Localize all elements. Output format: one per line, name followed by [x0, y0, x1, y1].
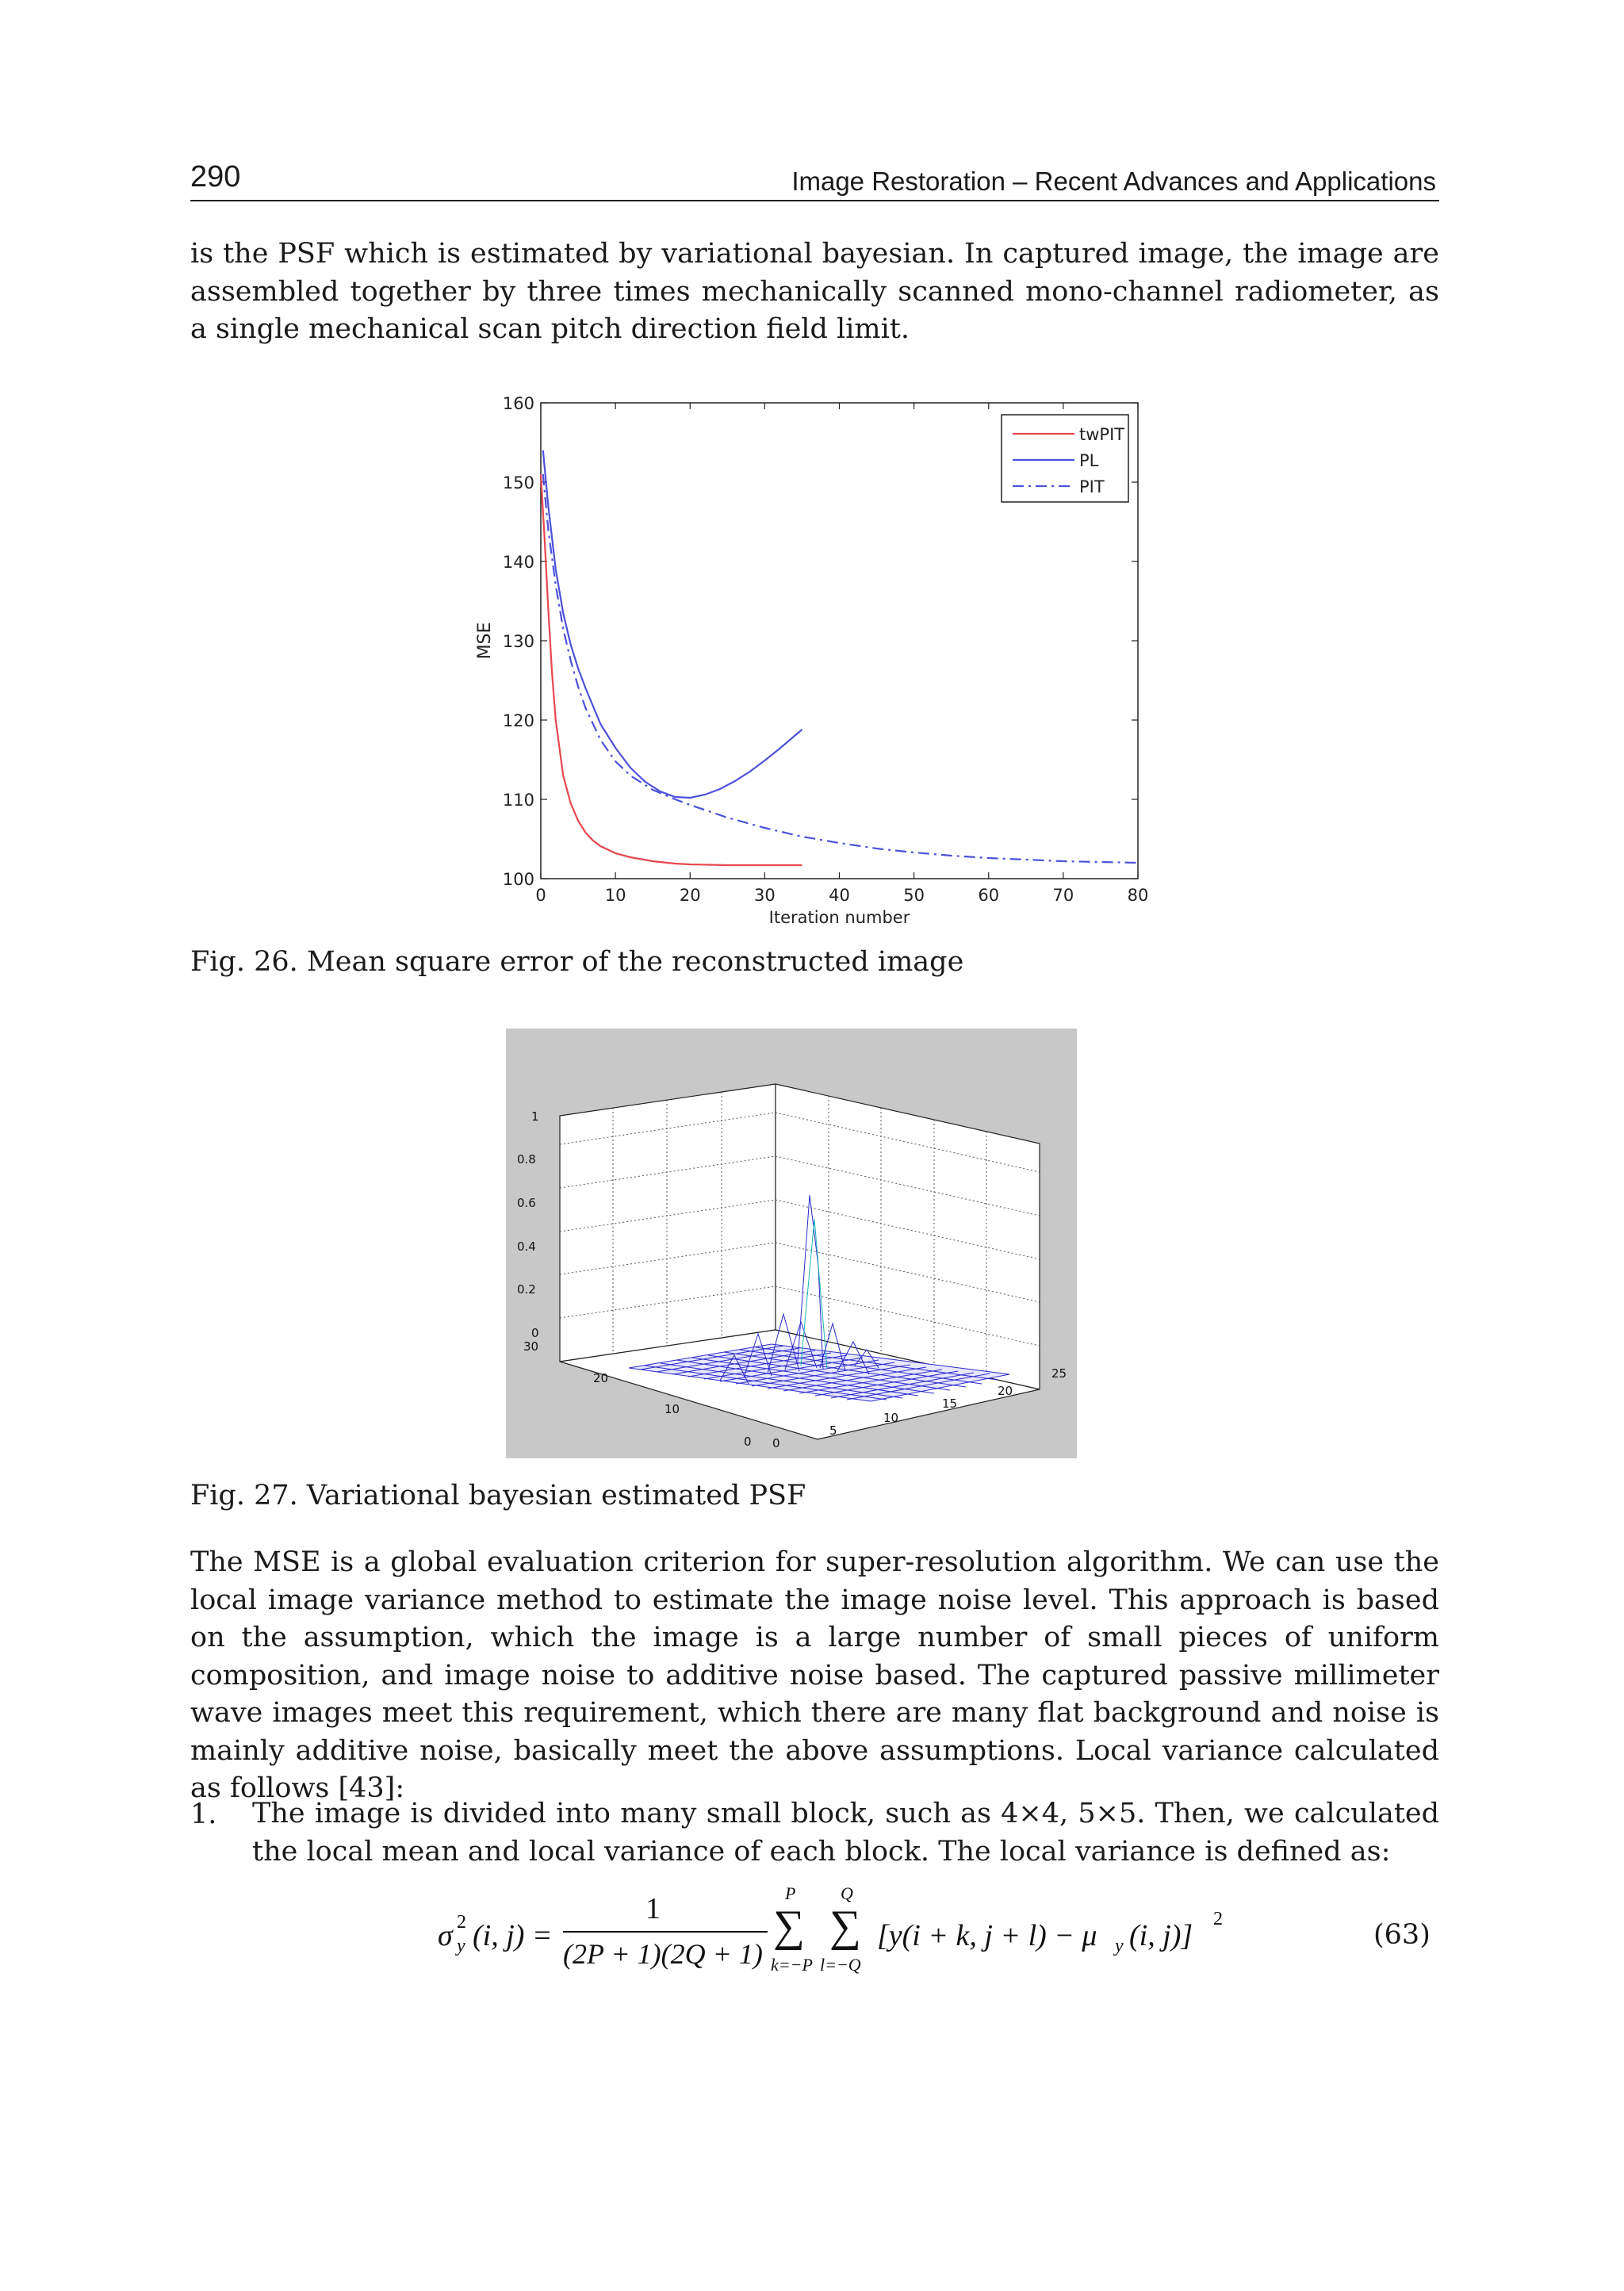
x-tick-label: 25 [1051, 1366, 1067, 1381]
x-tick-label: 70 [1052, 886, 1074, 905]
x-tick-label: 10 [883, 1411, 899, 1425]
legend-label-pl: PL [1079, 451, 1099, 470]
equation-63 [436, 1883, 1229, 1994]
x-tick-label: 0 [772, 1436, 780, 1450]
z-tick-label: 1 [531, 1109, 539, 1124]
page-number: 290 [190, 160, 241, 193]
x-tick-label: 5 [829, 1423, 837, 1438]
x-tick-label: 30 [754, 886, 776, 905]
z-tick-label: 0.4 [517, 1239, 536, 1254]
eq-lhs-sub: y [457, 1936, 465, 1956]
eq-body-tail: (i, j)] [1129, 1919, 1193, 1952]
y-tick-label: 20 [593, 1371, 609, 1385]
figure-27-caption: Fig. 27. Variational bayesian estimated PSF [190, 1480, 806, 1511]
y-tick-label: 110 [502, 791, 534, 810]
eq-sum1-lower: k=−P [771, 1955, 813, 1975]
list-item-text: The image is divided into many small block, such as 4×4, 5×5. Then, we calculated the local mean and local variance of each block. The local variance is defined as: [252, 1798, 1439, 1868]
legend-label-twpit: twPIT [1079, 425, 1125, 444]
mse-chart [468, 387, 1158, 942]
z-tick-label: 0.2 [517, 1282, 536, 1297]
figure-26-caption: Fig. 26. Mean square error of the reconstructed image [190, 946, 964, 978]
eq-body-sub: y [1115, 1936, 1124, 1956]
x-tick-label: 15 [942, 1396, 958, 1411]
y-tick-label: 160 [502, 394, 534, 413]
x-tick-label: 40 [829, 886, 850, 905]
y-axis-label: MSE [475, 622, 495, 660]
eq-sum1-symbol: ∑ [773, 1902, 805, 1951]
eq-fraction-numerator: 1 [645, 1892, 661, 1925]
psf-surface-plot [506, 1029, 1077, 1458]
x-axis-label: Iteration number [768, 908, 910, 927]
y-tick-label: 10 [665, 1402, 680, 1416]
y-tick-label: 0 [744, 1435, 752, 1449]
x-tick-label: 20 [998, 1384, 1013, 1398]
legend-label-pit: PIT [1079, 477, 1105, 496]
y-tick-label: 30 [523, 1339, 539, 1354]
eq-sum2-upper: Q [841, 1883, 853, 1903]
y-tick-label: 100 [502, 870, 534, 889]
eq-body: [y(i + k, j + l) − μ [877, 1919, 1097, 1952]
eq-sum1-upper: P [785, 1883, 796, 1903]
mse-legend [1002, 415, 1128, 502]
body-paragraph-2: The MSE is a global evaluation criterion for super-resolution algorithm. We can use the local image variance method to estimate the image noise level. This approach is based on the assumption, which the image is a large number of small pieces of uniform composition, and image noise to additive noise based. The captured passive millimeter wave images meet this requirement, which there are many flat background and noise is mainly additive noise, basically meet the above assumptions. Local variance calculated as follows [43]: [190, 1546, 1439, 1804]
eq-lhs-args: (i, j) = [473, 1919, 553, 1952]
eq-fraction-bar [563, 1931, 768, 1933]
x-tick-label: 0 [535, 886, 546, 905]
eq-lhs-sup: 2 [457, 1912, 466, 1933]
eq-lhs-sigma: σ [438, 1919, 453, 1952]
page-header [190, 159, 1439, 201]
equation-number: (63) [1373, 1919, 1431, 1951]
y-tick-label: 120 [502, 711, 534, 730]
y-tick-label: 140 [502, 553, 534, 572]
z-tick-label: 0.6 [517, 1196, 536, 1210]
y-tick-label: 150 [502, 473, 534, 492]
z-tick-label: 0.8 [517, 1152, 536, 1167]
x-tick-label: 20 [679, 886, 701, 905]
x-tick-label: 80 [1127, 886, 1149, 905]
eq-body-sup: 2 [1213, 1909, 1223, 1929]
figure-26 [468, 387, 1158, 942]
body-paragraph-1: is the PSF which is estimated by variational bayesian. In captured image, the image are assembled together by three times mechanically scanned mono-channel radiometer, as a single mechanical scan pitch direction field limit. [190, 238, 1439, 345]
z-tick-label: 0 [531, 1326, 539, 1340]
y-tick-label: 130 [502, 632, 534, 651]
figure-27 [506, 1029, 1077, 1458]
list-number: 1. [190, 1799, 217, 1830]
x-tick-label: 60 [978, 886, 1000, 905]
eq-sum2-symbol: ∑ [829, 1902, 861, 1951]
back-wall-left [560, 1084, 776, 1362]
running-title: Image Restoration – Recent Advances and Applications [791, 167, 1436, 196]
eq-fraction-denominator: (2P + 1)(2Q + 1) [563, 1938, 763, 1970]
x-tick-label: 50 [903, 886, 925, 905]
eq-sum2-lower: l=−Q [820, 1955, 861, 1975]
x-tick-label: 10 [604, 886, 626, 905]
